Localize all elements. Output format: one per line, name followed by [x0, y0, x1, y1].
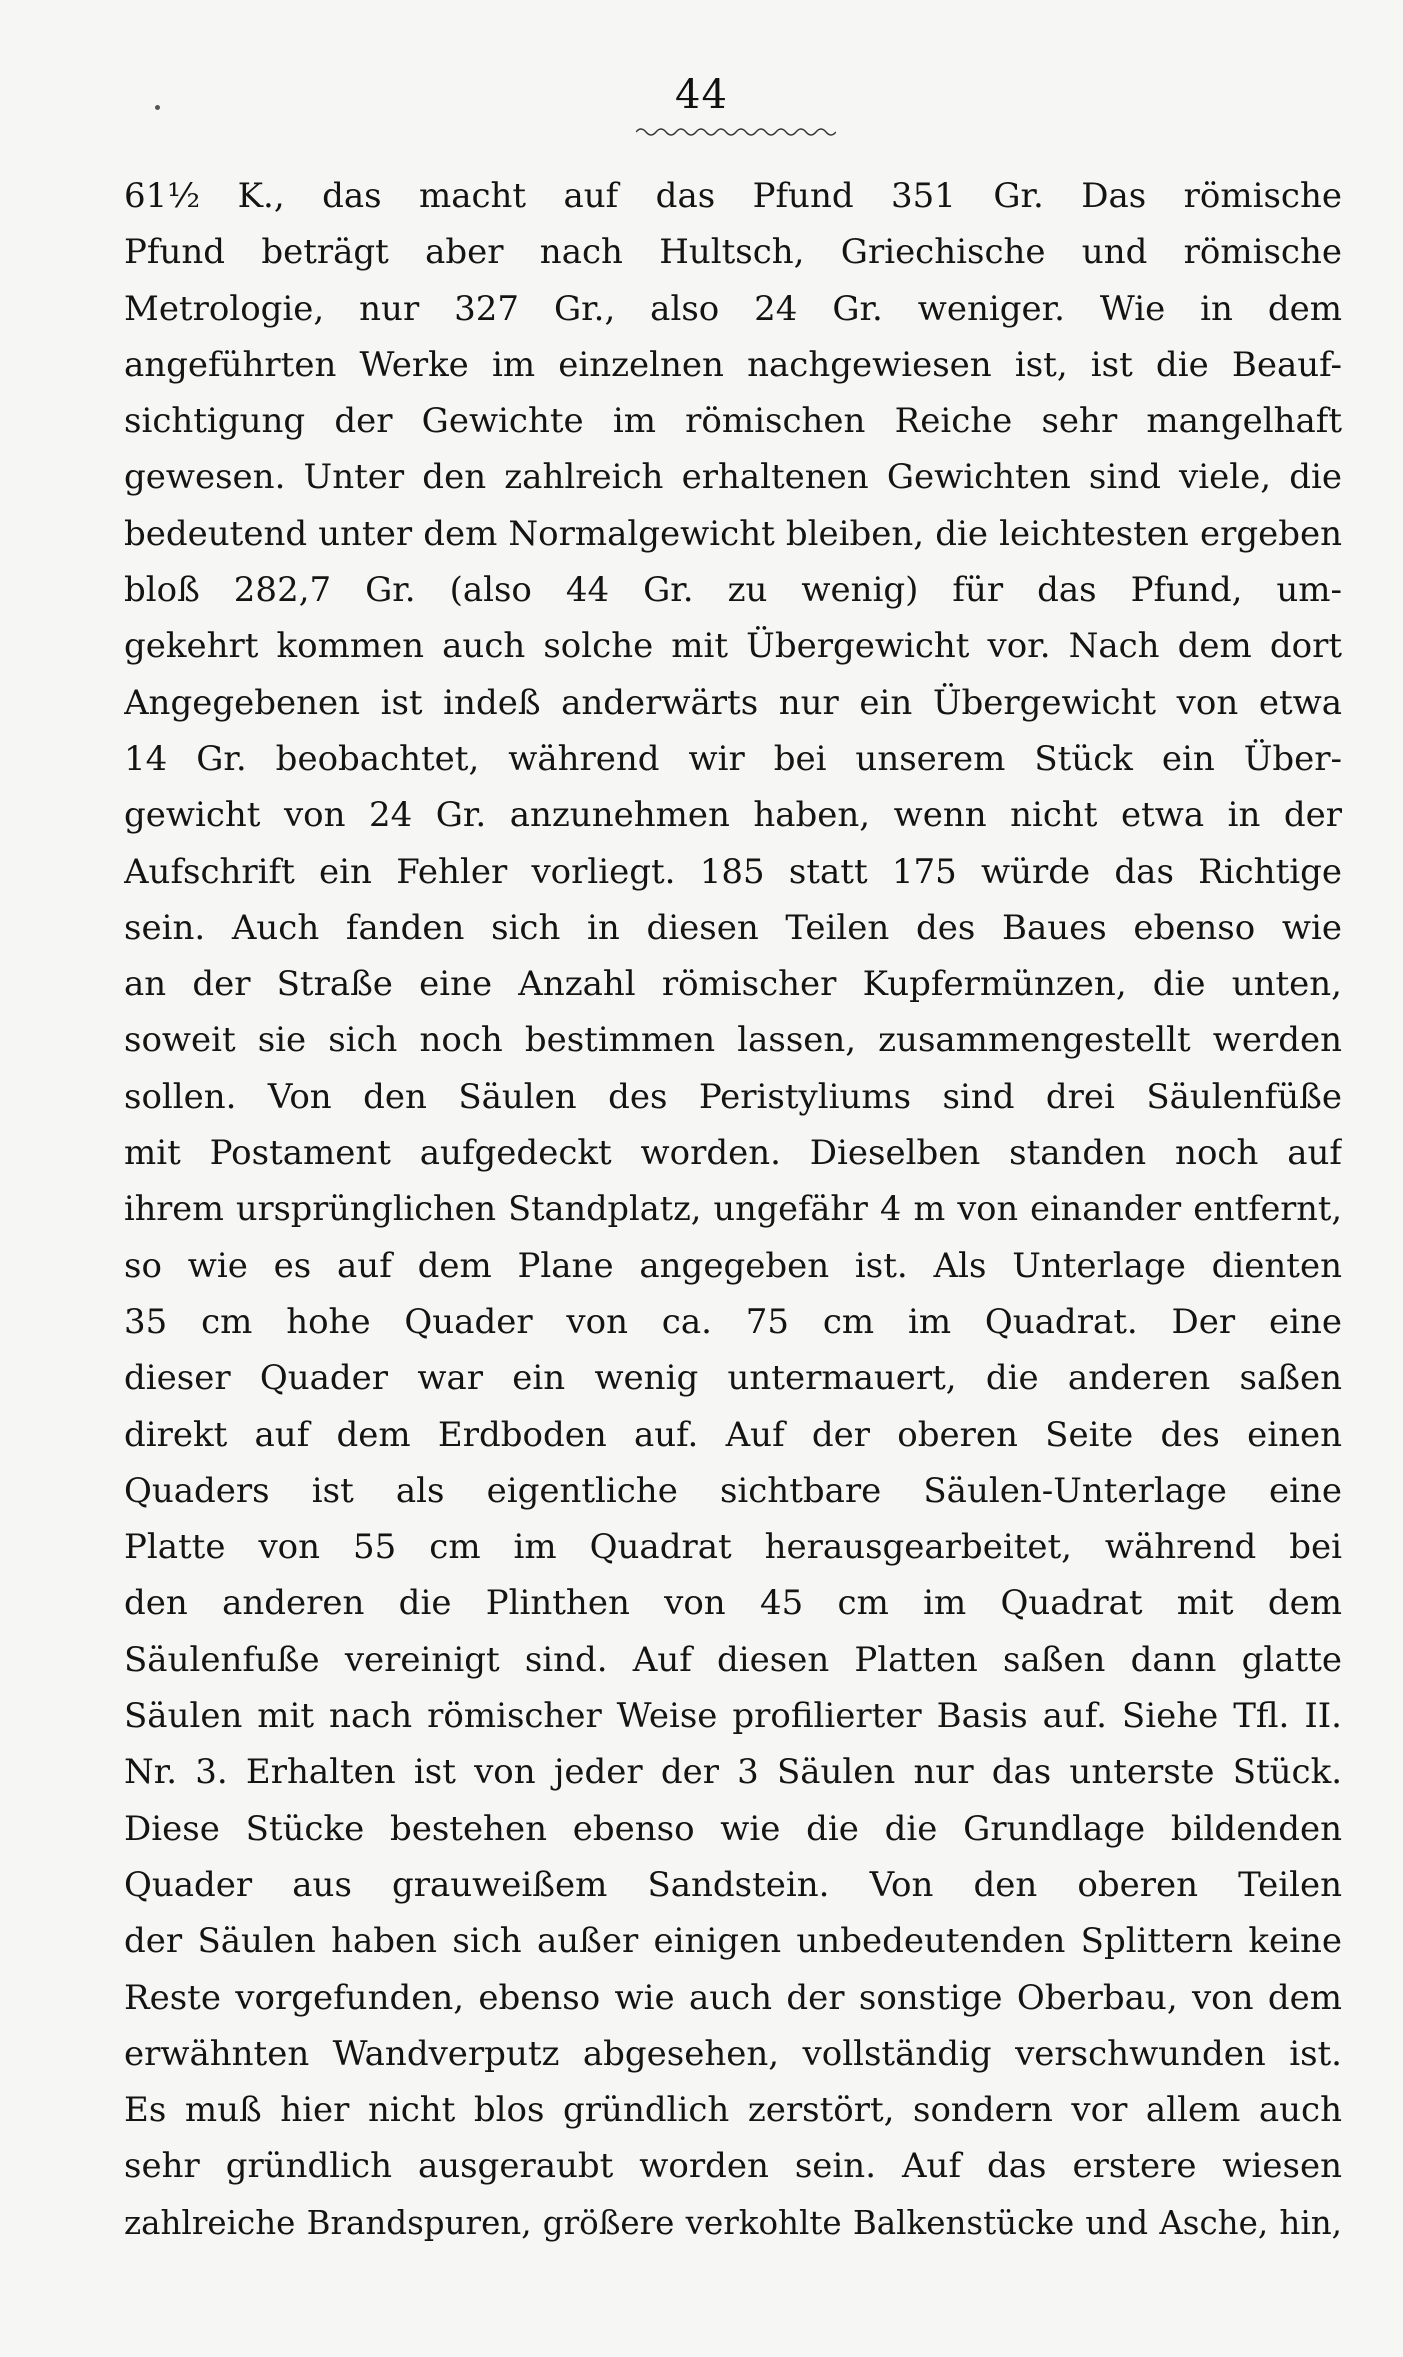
wavy-ornament-icon: [636, 126, 836, 138]
text-line: ihrem ursprünglichen Standplatz, ungefähr 4 m von einander entfernt,: [124, 1189, 1342, 1229]
text-line: gewicht von 24 Gr. anzunehmen haben, wenn nicht etwa in der: [124, 795, 1342, 836]
text-line: Quader aus grauweißem Sandstein. Von den oberen Teilen: [124, 1864, 1342, 1905]
text-line: Aufschrift ein Fehler vorliegt. 185 statt 175 würde das Richtige: [124, 851, 1342, 892]
text-line: angeführten Werke im einzelnen nachgewiesen ist, ist die Beauf-: [124, 344, 1342, 385]
text-line: gewesen. Unter den zahlreich erhaltenen Gewichten sind viele, die: [124, 457, 1342, 498]
text-line: so wie es auf dem Plane angegeben ist. Als Unterlage dienten: [124, 1245, 1342, 1286]
text-line: Nr. 3. Erhalten ist von jeder der 3 Säulen nur das unterste Stück.: [124, 1752, 1342, 1793]
body-text: [124, 168, 1342, 2251]
text-line: Reste vorgefunden, ebenso wie auch der sonstige Oberbau, von dem: [124, 1977, 1342, 2018]
text-line: sehr gründlich ausgeraubt worden sein. Auf das erstere wiesen: [124, 2146, 1342, 2187]
text-line: Säulen mit nach römischer Weise profilierter Basis auf. Siehe Tfl. II.: [124, 1696, 1342, 1737]
text-line: Säulenfuße vereinigt sind. Auf diesen Platten saßen dann glatte: [124, 1639, 1342, 1680]
text-line: den anderen die Plinthen von 45 cm im Quadrat mit dem: [124, 1583, 1342, 1624]
text-line: 61½ K., das macht auf das Pfund 351 Gr. Das römische: [124, 176, 1342, 216]
text-line: 14 Gr. beobachtet, während wir bei unserem Stück ein Über-: [124, 738, 1342, 779]
text-line: sein. Auch fanden sich in diesen Teilen des Baues ebenso wie: [124, 907, 1342, 948]
text-line: Pfund beträgt aber nach Hultsch, Griechische und römische: [124, 232, 1342, 273]
page-number: 44: [675, 72, 728, 118]
text-line: Angegebenen ist indeß anderwärts nur ein Übergewicht von etwa: [124, 682, 1342, 723]
text-line: soweit sie sich noch bestimmen lassen, zusammengestellt werden: [124, 1020, 1342, 1061]
text-line: Metrologie, nur 327 Gr., also 24 Gr. weniger. Wie in dem: [124, 288, 1342, 329]
text-line: zahlreiche Brandspuren, größere verkohlte Balkenstücke und Asche, hin,: [124, 2203, 1342, 2242]
text-line: erwähnten Wandverputz abgesehen, vollständig verschwunden ist.: [124, 2033, 1342, 2074]
text-line: Es muß hier nicht blos gründlich zerstört, sondern vor allem auch: [124, 2090, 1342, 2131]
text-line: bedeutend unter dem Normalgewicht bleiben, die leichtesten ergeben: [124, 513, 1342, 554]
text-line: Platte von 55 cm im Quadrat herausgearbeitet, während bei: [124, 1527, 1342, 1568]
text-line: bloß 282,7 Gr. (also 44 Gr. zu wenig) für das Pfund, um-: [124, 570, 1342, 611]
text-line: sichtigung der Gewichte im römischen Reiche sehr mangelhaft: [124, 401, 1342, 442]
text-line: mit Postament aufgedeckt worden. Dieselben standen noch auf: [124, 1133, 1342, 1174]
text-line: gekehrt kommen auch solche mit Übergewicht vor. Nach dem dort: [124, 626, 1342, 667]
text-line: 35 cm hohe Quader von ca. 75 cm im Quadrat. Der eine: [124, 1301, 1342, 1342]
text-line: sollen. Von den Säulen des Peristyliums sind drei Säulenfüße: [124, 1076, 1342, 1117]
text-line: der Säulen haben sich außer einigen unbedeutenden Splittern keine: [124, 1921, 1342, 1962]
text-line: Quaders ist als eigentliche sichtbare Säulen-Unterlage eine: [124, 1470, 1342, 1511]
text-line: an der Straße eine Anzahl römischer Kupfermünzen, die unten,: [124, 964, 1342, 1005]
page-header: [0, 72, 1403, 118]
text-line: Diese Stücke bestehen ebenso wie die die Grundlage bildenden: [124, 1808, 1342, 1849]
text-line: dieser Quader war ein wenig untermauert, die anderen saßen: [124, 1358, 1342, 1399]
text-line: direkt auf dem Erdboden auf. Auf der oberen Seite des einen: [124, 1414, 1342, 1455]
